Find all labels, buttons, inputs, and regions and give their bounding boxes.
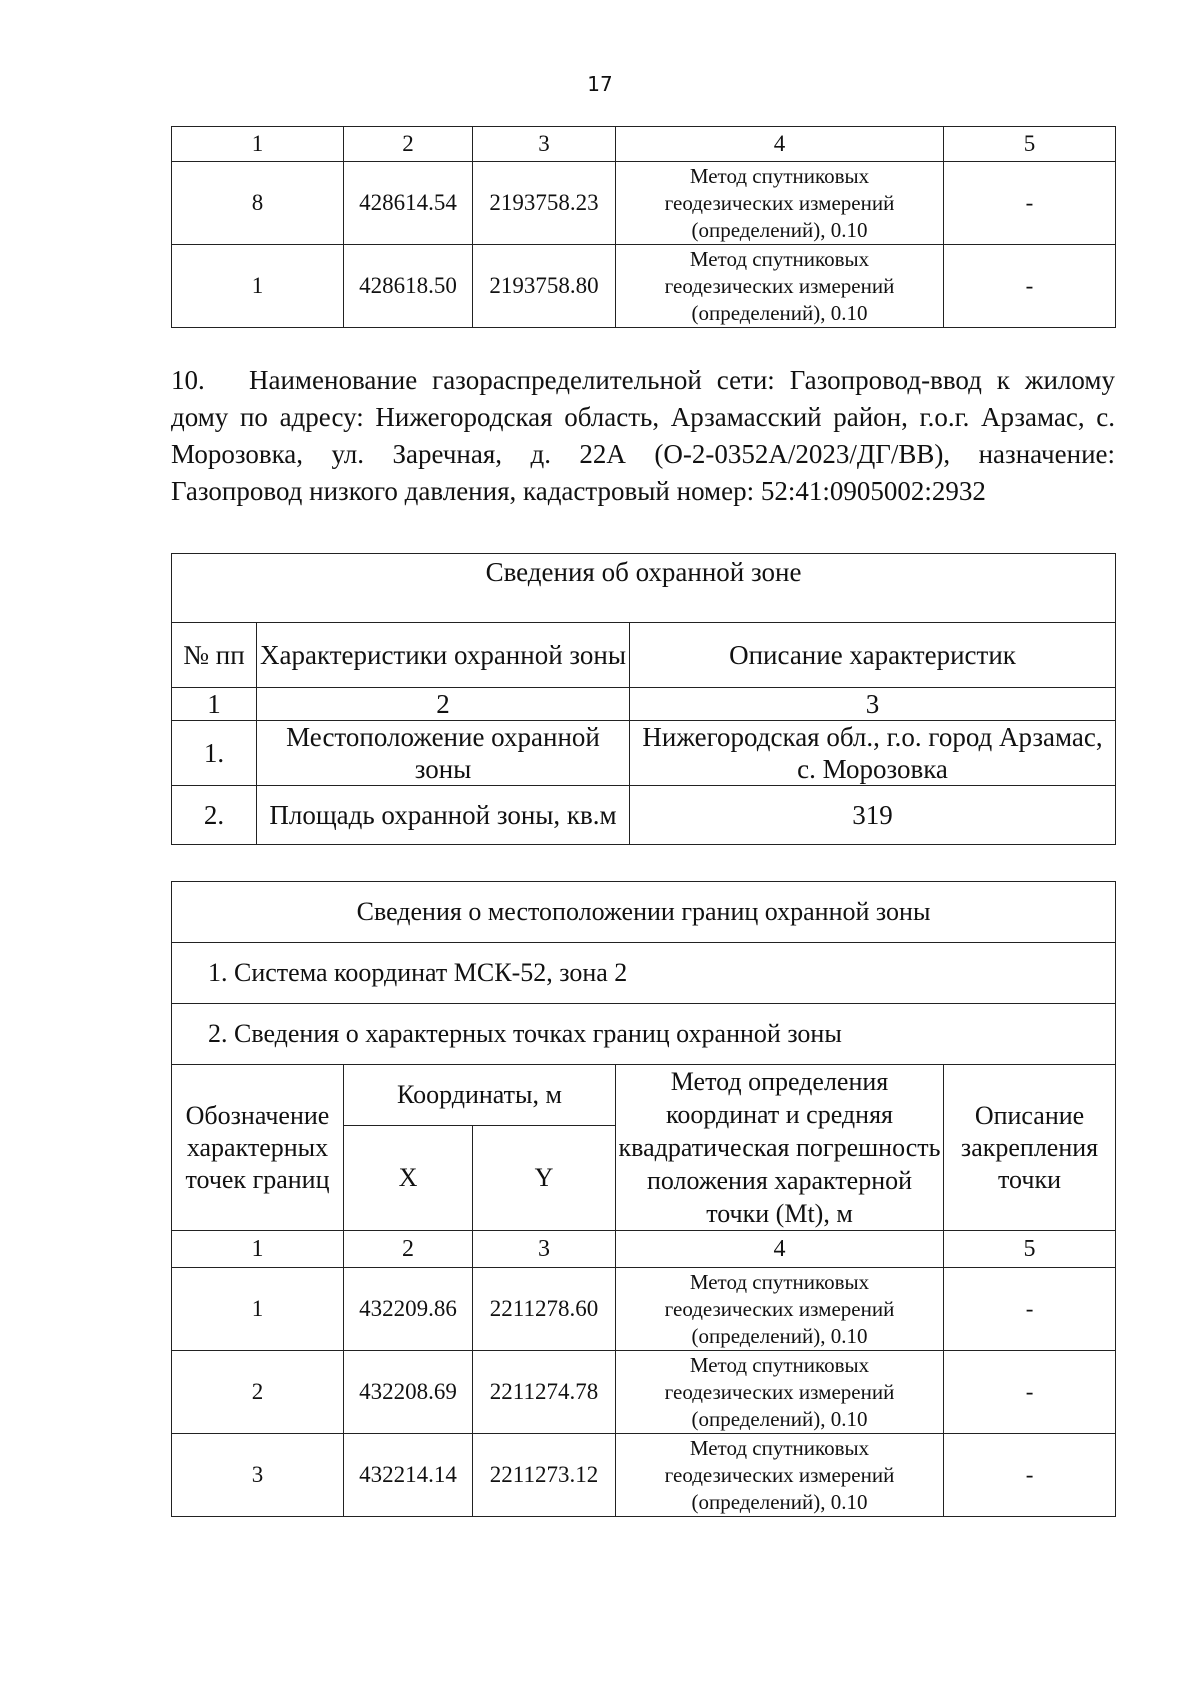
method-line: (определений), 0.10 (691, 1323, 868, 1348)
fixing-description: - (944, 162, 1116, 245)
row-number: 1. (172, 721, 257, 786)
col-number: 5 (944, 127, 1116, 162)
coord-x: 428614.54 (344, 162, 473, 245)
fixing-description: - (944, 245, 1116, 328)
col-header-characteristic: Характеристики охранной зоны (257, 623, 630, 688)
table-row (172, 245, 1116, 328)
col-number: 4 (616, 1231, 944, 1268)
coord-x: 432209.86 (344, 1268, 473, 1351)
col-number: 3 (473, 1231, 616, 1268)
coord-y: 2211278.60 (473, 1268, 616, 1351)
method-line: Метод спутниковых (689, 1269, 870, 1294)
point-number: 1 (172, 245, 344, 328)
method-line: Метод спутниковых (689, 246, 870, 271)
paragraph-text: Наименование газораспределительной сети: Газопровод-ввод к жилому дому по адресу: Нижегородская область, Арзамасский район, г.о.г. Арзамас, с. Морозовка, ул. Заречная, д. 22А (О-2-0352А/2023/ДГ/ВВ), назначение: Газопровод низкого давления, кадастровый номер: 52:41:0905002:2932 (171, 365, 1115, 506)
col-number: 2 (344, 1231, 473, 1268)
method-line: геодезических измерений (664, 273, 895, 298)
method-line: Метод спутниковых (689, 1352, 870, 1377)
coord-y: 2193758.23 (473, 162, 616, 245)
col-number: 3 (473, 127, 616, 162)
protection-zone-info-table (171, 553, 1116, 845)
coord-y: 2211274.78 (473, 1351, 616, 1434)
page-number: 17 (587, 72, 613, 96)
table-header-row (172, 127, 1116, 162)
col-header-description: Описание характеристик (630, 623, 1116, 688)
coord-x: 428618.50 (344, 245, 473, 328)
fixing-description: - (944, 1268, 1116, 1351)
col-number: 1 (172, 1231, 344, 1268)
method-line: (определений), 0.10 (691, 1489, 868, 1514)
method-cell (616, 1434, 944, 1517)
fixing-description: - (944, 1434, 1116, 1517)
col-number: 3 (630, 688, 1116, 721)
paragraph-number: 10. (171, 365, 205, 395)
method-line: (определений), 0.10 (691, 1406, 868, 1431)
coordinate-system: 1. Система координат МСК-52, зона 2 (172, 943, 1116, 1004)
point-number: 1 (172, 1268, 344, 1351)
points-section-title: 2. Сведения о характерных точках границ охранной зоны (172, 1004, 1116, 1065)
method-line: геодезических измерений (664, 1462, 895, 1487)
method-line: геодезических измерений (664, 190, 895, 215)
table-row (172, 1268, 1116, 1351)
table-row (172, 162, 1116, 245)
zone-boundaries-table (171, 881, 1116, 1517)
characteristic-description: 319 (630, 786, 1116, 845)
method-line: (определений), 0.10 (691, 217, 868, 242)
col-header-y: Y (473, 1126, 616, 1231)
characteristic: Местоположение охранной зоны (257, 721, 630, 786)
characteristic-description: Нижегородская обл., г.о. город Арзамас, с. Морозовка (630, 721, 1116, 786)
method-cell (616, 245, 944, 328)
col-header-fixing: Описание закрепления точки (944, 1065, 1116, 1231)
method-line: геодезических измерений (664, 1296, 895, 1321)
point-number: 2 (172, 1351, 344, 1434)
method-line: Метод спутниковых (689, 163, 870, 188)
coord-x: 432208.69 (344, 1351, 473, 1434)
row-number: 2. (172, 786, 257, 845)
table-row (172, 1351, 1116, 1434)
col-number: 1 (172, 688, 257, 721)
point-number: 8 (172, 162, 344, 245)
point-number: 3 (172, 1434, 344, 1517)
table-title: Сведения о местоположении границ охранной зоны (172, 882, 1116, 943)
col-number: 2 (344, 127, 473, 162)
col-number: 5 (944, 1231, 1116, 1268)
coordinates-table-continued (171, 126, 1116, 328)
col-header-coordinates: Координаты, м (344, 1065, 616, 1126)
col-number: 4 (616, 127, 944, 162)
col-header-designation: Обозначение характерных точек границ (172, 1065, 344, 1231)
network-description-paragraph (171, 362, 1115, 510)
method-cell (616, 162, 944, 245)
method-line: Метод спутниковых (689, 1435, 870, 1460)
characteristic: Площадь охранной зоны, кв.м (257, 786, 630, 845)
col-header-method: Метод определения координат и средняя квадратическая погрешность положения характерной точки (Mt), м (616, 1065, 944, 1231)
coord-x: 432214.14 (344, 1434, 473, 1517)
method-line: (определений), 0.10 (691, 300, 868, 325)
fixing-description: - (944, 1351, 1116, 1434)
table-row (172, 1434, 1116, 1517)
coord-y: 2211273.12 (473, 1434, 616, 1517)
method-line: геодезических измерений (664, 1379, 895, 1404)
coord-y: 2193758.80 (473, 245, 616, 328)
table-row (172, 721, 1116, 786)
method-cell (616, 1268, 944, 1351)
method-cell (616, 1351, 944, 1434)
col-header-number: № пп (172, 623, 257, 688)
col-number: 1 (172, 127, 344, 162)
col-header-x: X (344, 1126, 473, 1231)
table-title: Сведения об охранной зоне (172, 554, 1116, 623)
col-number: 2 (257, 688, 630, 721)
table-row (172, 786, 1116, 845)
